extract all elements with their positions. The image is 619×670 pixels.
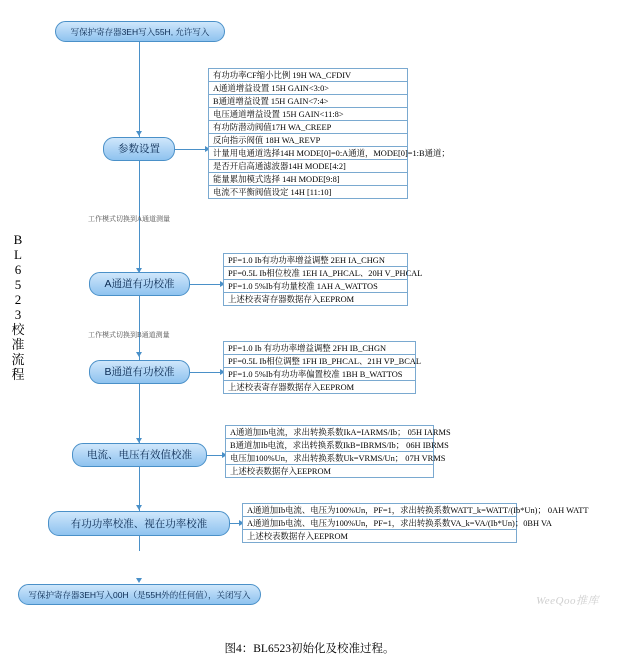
detail-row: 能量累加模式选择 14H MODE[9:8] <box>209 173 407 186</box>
detail-row: 计量用电通道选择14H MODE[0]=0:A通道，MODE[0]=1:B通道； <box>209 147 407 160</box>
node-channel-b-power-cal[interactable]: B通道有功校准 <box>89 360 190 384</box>
node-start[interactable]: 写保护寄存器3EH写入55H, 允许写入 <box>55 21 225 42</box>
detail-group-channel-b <box>223 341 421 394</box>
side-title-char: B <box>13 232 23 247</box>
figure-side-title <box>8 232 28 382</box>
side-title-char: 校 <box>11 322 25 337</box>
detail-row: PF=1.0 Ib有功功率增益调整 2EH IA_CHGN <box>224 254 407 267</box>
side-title-char: 准 <box>11 337 25 352</box>
node-end[interactable]: 写保护寄存器3EH写入00H（是55H外的任何值），关闭写入 <box>18 584 261 605</box>
connector-channel-a <box>190 284 223 285</box>
detail-row: PF=1.0 Ib 有功功率增益调整 2FH IB_CHGN <box>224 342 415 355</box>
detail-row: B通道增益设置 15H GAIN<7:4> <box>209 95 407 108</box>
detail-group-param-settings <box>208 68 450 199</box>
flow-arrow-down <box>136 131 142 136</box>
detail-row: 上述校表数据存入EEPROM <box>247 532 348 541</box>
side-title-char: 2 <box>14 292 22 307</box>
note-mode-b: 工作模式切换到B通道测量 <box>88 331 170 339</box>
connector-param-settings <box>175 149 208 150</box>
node-channel-a-power-cal[interactable]: A通道有功校准 <box>89 272 190 296</box>
node-rms-cal[interactable]: 电流、电压有效值校准 <box>72 443 207 467</box>
detail-group-channel-a <box>223 253 423 306</box>
note-mode-a: 工作模式切换到A通道测量 <box>88 215 171 223</box>
flow-arrow-down <box>136 352 142 357</box>
detail-row: 有功防潜动阀值17H WA_CREEP <box>209 121 407 134</box>
watermark: WeeQoo推库 <box>536 595 599 607</box>
figure-caption: 图4：BL6523初始化及校准过程。 <box>224 643 395 655</box>
detail-row: 上述校表数据存入EEPROM <box>230 467 331 476</box>
detail-row: 是否开启高通滤波器14H MODE[4:2] <box>209 160 407 173</box>
detail-row: 有功功率CF缩小比例 19H WA_CFDIV <box>209 69 407 82</box>
detail-row: A通道加Ib电流、电压为100%Un，PF=1，求出转换系数WATT_k=WATT/(Ib*Un)； 0AH WATT <box>243 504 516 517</box>
detail-row: A通道加Ib电流，求出转换系数IkA=IARMS/Ib； 05H IARMS <box>226 426 433 439</box>
flow-arrow-down <box>136 505 142 510</box>
detail-row: PF=0.5L Ib相位调整 1FH IB_PHCAL、21H VP_BCAL <box>224 355 415 368</box>
flow-arrow-down <box>136 578 142 583</box>
detail-row: PF=1.0 5%Ib有功量校准 1AH A_WATTOS <box>224 280 407 293</box>
node-param-settings[interactable]: 参数设置 <box>103 137 175 161</box>
side-title-char: 3 <box>14 307 22 322</box>
detail-row: 反向指示阀值 18H WA_REVP <box>209 134 407 147</box>
side-title-char: 6 <box>14 262 22 277</box>
detail-row: 电流不平衡阀值设定 14H [11:10] <box>213 188 332 197</box>
side-title-char: 流 <box>11 352 25 367</box>
detail-row: A通道增益设置 15H GAIN<3:0> <box>209 82 407 95</box>
detail-row: 电压通道增益设置 15H GAIN<11:8> <box>209 108 407 121</box>
node-power-cal[interactable]: 有功功率校准、视在功率校准 <box>48 511 230 536</box>
detail-row: PF=1.0 5%Ib有功功率偏置校准 1BH B_WATTOS <box>224 368 415 381</box>
side-title-char: L <box>14 247 22 262</box>
side-title-char: 5 <box>14 277 22 292</box>
detail-group-power-cal <box>242 503 589 543</box>
detail-row: 上述校表寄存器数据存入EEPROM <box>228 295 355 304</box>
detail-row: B通道加Ib电流，求出转换系数IkB=IBRMS/Ib； 06H IBRMS <box>226 439 433 452</box>
connector-channel-b <box>190 372 223 373</box>
detail-row: 上述校表寄存器数据存入EEPROM <box>228 383 355 392</box>
flow-spine <box>139 42 140 551</box>
detail-row: PF=0.5L Ib相位校准 1EH IA_PHCAL、20H V_PHCAL <box>224 267 407 280</box>
detail-row: 电压加100%Un，求出转换系数Uk=VRMS/Un； 07H VRMS <box>226 452 433 465</box>
detail-group-rms-cal <box>225 425 451 478</box>
detail-row: A通道加Ib电流、电压为100%Un，PF=1，求出转换系数VA_k=VA/(Ib*Un)；0BH VA <box>243 517 516 530</box>
side-title-char: 程 <box>11 367 25 382</box>
